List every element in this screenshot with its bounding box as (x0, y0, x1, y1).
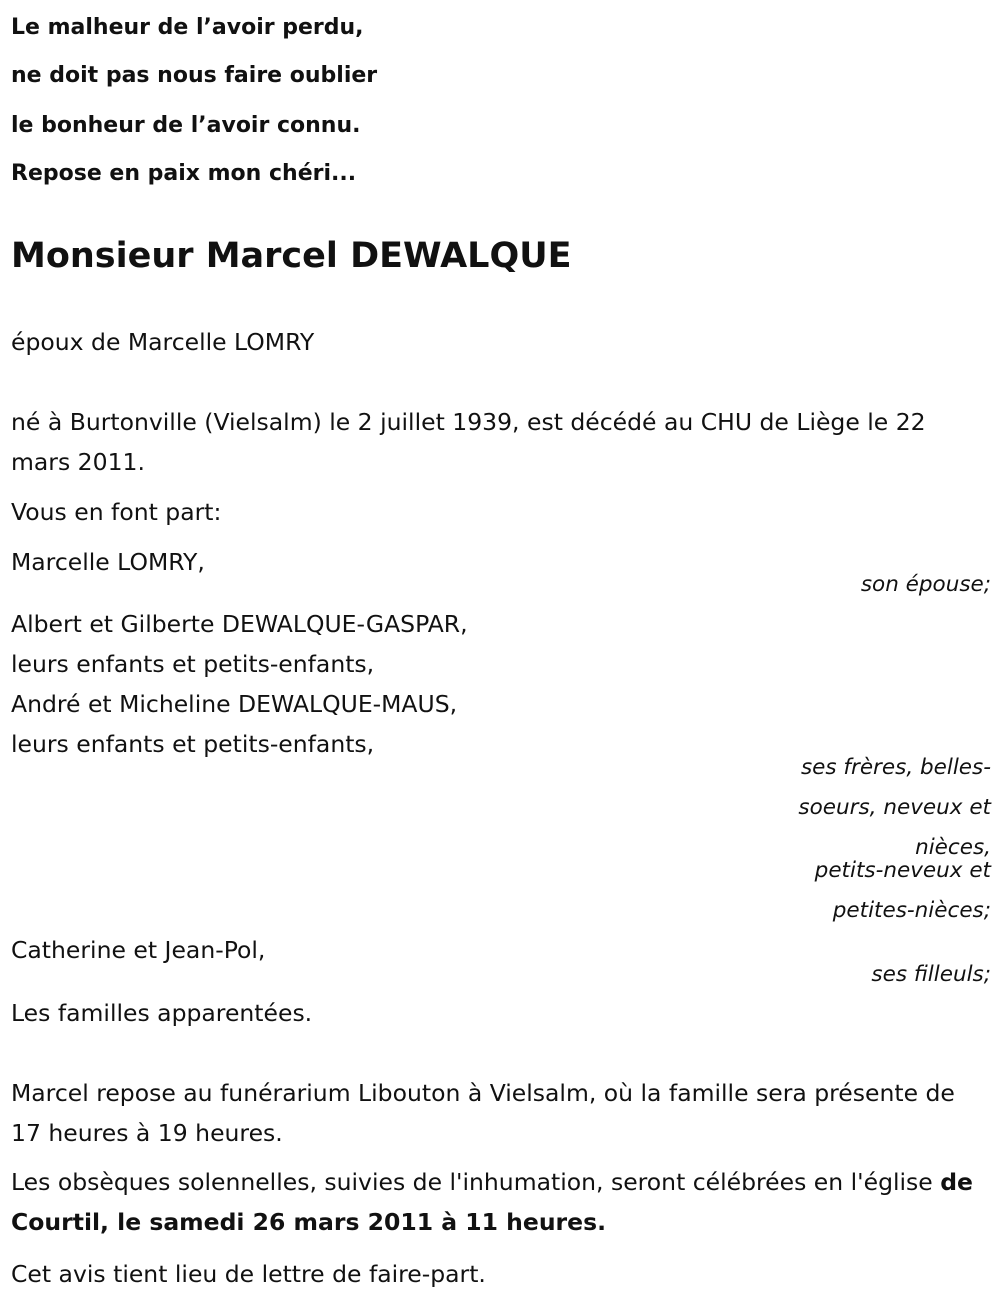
godchildren: Catherine et Jean-Pol, (11, 936, 266, 964)
funeral-place-date: de Courtil, le samedi 26 mars 2011 à 11 heures. (11, 1168, 973, 1236)
funeral-text (11, 1162, 991, 1242)
godchildren-role: ses filleuls; (871, 962, 991, 987)
sibling-2: André et Micheline DEWALQUE-MAUS, (11, 690, 458, 718)
family-intro: Vous en font part: (11, 498, 222, 526)
notice-text: Cet avis tient lieu de lettre de faire-part. (11, 1260, 486, 1288)
spouse-line: époux de Marcelle LOMRY (11, 328, 315, 356)
spouse-role: son épouse; (860, 572, 991, 597)
deceased-name: Monsieur Marcel DEWALQUE (11, 236, 572, 276)
poem-line-1: Le malheur de l’avoir perdu, (11, 15, 364, 40)
obituary-notice (11, 0, 991, 1307)
sibling-2-children: leurs enfants et petits-enfants, (11, 730, 375, 758)
poem-line-2: ne doit pas nous faire oublier (11, 63, 378, 88)
spouse-name: Marcelle LOMRY, (11, 548, 205, 576)
sibling-1: Albert et Gilberte DEWALQUE-GASPAR, (11, 610, 468, 638)
poem-line-3: le bonheur de l’avoir connu. (11, 113, 361, 138)
birth-death-text: né à Burtonville (Vielsalm) le 2 juillet 1939, est décédé au CHU de Liège le 22 mars 2011. (11, 408, 926, 476)
poem-line-4: Repose en paix mon chéri... (11, 161, 357, 186)
funeral-prefix: Les obsèques solennelles, suivies de l'inhumation, seront célébrées en l'église (11, 1168, 941, 1196)
sibling-1-children: leurs enfants et petits-enfants, (11, 650, 375, 678)
rest-text: Marcel repose au funérarium Libouton à Vielsalm, où la famille sera présente de 17 heures à 19 heures. (11, 1079, 955, 1147)
siblings-role-2: petits-neveux et petites-nièces; (814, 858, 991, 923)
related-families: Les familles apparentées. (11, 999, 313, 1027)
siblings-role: ses frères, belles-soeurs, neveux et nièces, (798, 755, 991, 860)
